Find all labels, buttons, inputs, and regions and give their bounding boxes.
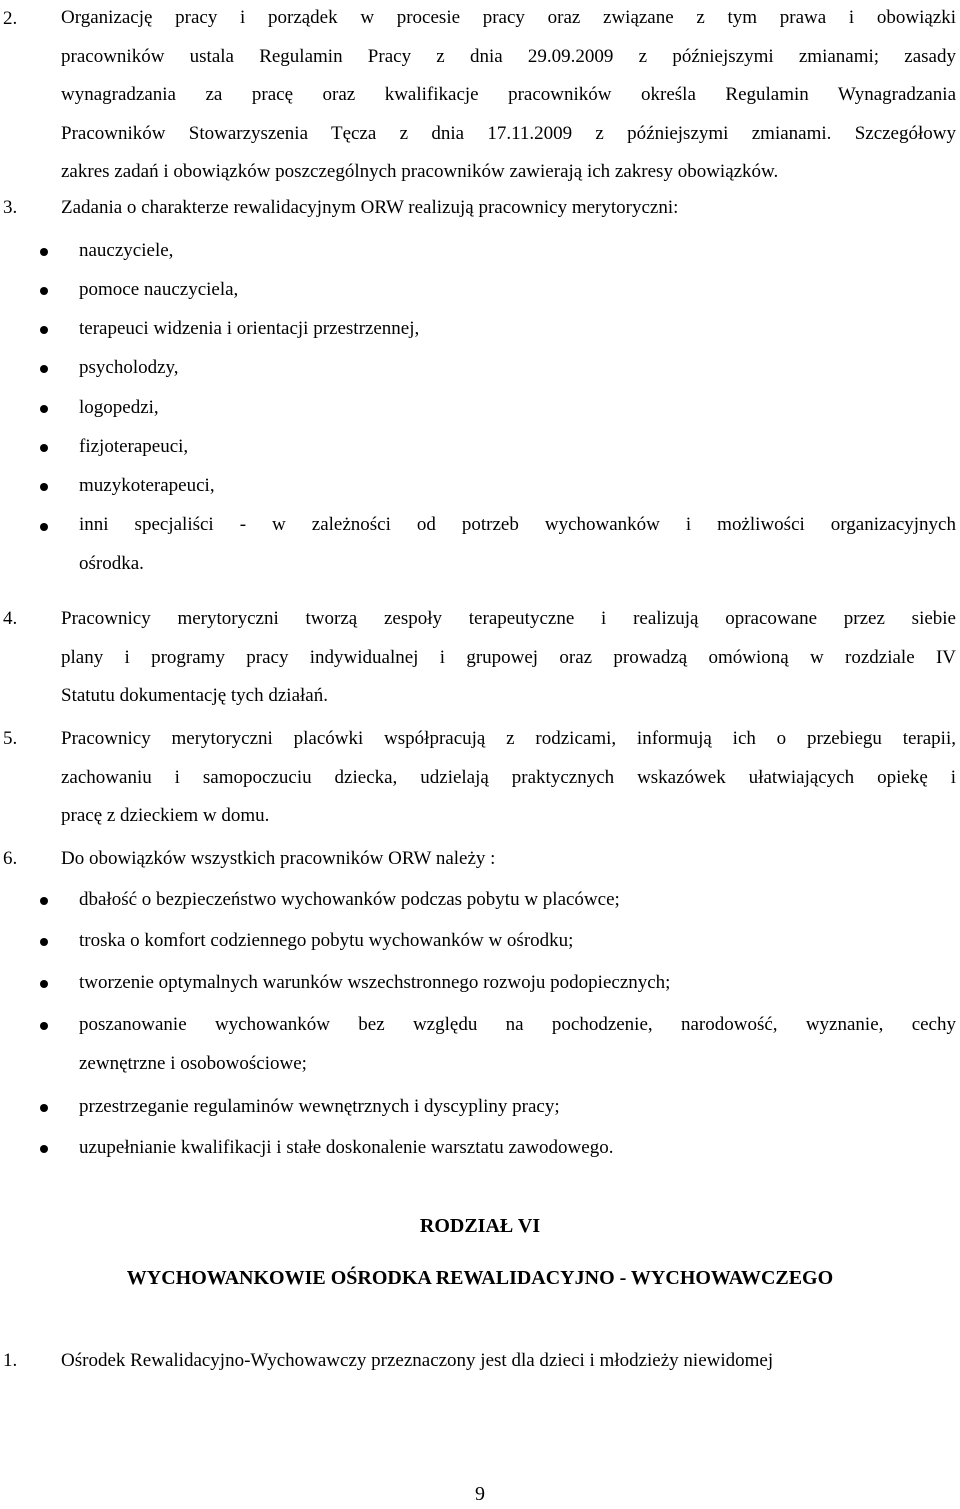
bullet-icon: [40, 897, 48, 905]
text-line: troska o komfort codziennego pobytu wychowanków w ośrodku;: [79, 930, 574, 951]
text-line: ośrodka.: [79, 552, 144, 574]
bullet-icon: [40, 523, 48, 531]
text-line: uzupełnianie kwalifikacji i stałe doskonalenie warsztatu zawodowego.: [79, 1137, 614, 1158]
bullet-item: [79, 1129, 956, 1168]
bullet-item: [79, 428, 956, 467]
page-number: 9: [475, 1483, 485, 1505]
bullet-item: [79, 506, 956, 583]
bullet-item: [79, 310, 956, 349]
text-line: muzykoterapeuci,: [79, 475, 215, 496]
text-line: nauczyciele,: [79, 240, 174, 261]
text-line: przestrzeganie regulaminów wewnętrznych i dyscypliny pracy;: [79, 1096, 560, 1117]
bullet-item: [79, 271, 956, 310]
text-line: Organizację pracy i porządek w procesie pracy oraz związane z tym prawa i obowiązki: [61, 7, 956, 28]
bullet-icon: [40, 444, 48, 452]
bullet-icon: [40, 1145, 48, 1153]
item-number: 3.: [3, 197, 18, 218]
chapter-title: RODZIAŁ VI: [419, 1215, 541, 1237]
text-line: psycholodzy,: [79, 357, 179, 378]
bullet-icon: [40, 365, 48, 373]
text-line: zachowaniu i samopoczuciu dziecka, udzielają praktycznych wskazówek ułatwiających opiekę i: [61, 766, 956, 788]
chapter-subtitle: WYCHOWANKOWIE OŚRODKA REWALIDACYJNO - WYCHOWAWCZEGO: [126, 1267, 834, 1289]
bullet-item: [79, 232, 956, 271]
text-line: plany i programy pracy indywidualnej i grupowej oraz prowadzą omówioną w rozdziale IV: [61, 646, 956, 668]
bullet-item: [79, 1006, 956, 1083]
paragraph: [61, 840, 956, 879]
bullet-item: [79, 881, 956, 920]
bullet-icon: [40, 483, 48, 491]
item-number: 2.: [3, 8, 18, 29]
paragraph: [61, 600, 956, 716]
bullet-icon: [40, 938, 48, 946]
bullet-item: [79, 467, 956, 506]
text-line: Pracownicy merytoryczni tworzą zespoły terapeutyczne i realizują opracowane przez siebie: [61, 608, 956, 629]
bullet-icon: [40, 1104, 48, 1112]
item-number: 5.: [3, 728, 18, 749]
paragraph: [61, 0, 956, 192]
text-line: zakres zadań i obowiązków poszczególnych pracowników zawierają ich zakresy obowiązków.: [61, 161, 779, 182]
text-line: Statutu dokumentację tych działań.: [61, 685, 328, 706]
bullet-icon: [40, 1022, 48, 1030]
paragraph: [61, 1342, 956, 1381]
bullet-item: [79, 1088, 956, 1127]
text-line: zewnętrzne i osobowościowe;: [79, 1052, 307, 1074]
text-line: terapeuci widzenia i orientacji przestrzennej,: [79, 318, 420, 339]
text-line: inni specjaliści - w zależności od potrzeb wychowanków i możliwości organizacyjnych: [79, 514, 956, 535]
text-line: Do obowiązków wszystkich pracowników ORW należy :: [61, 848, 496, 869]
text-line: logopedzi,: [79, 397, 159, 418]
bullet-item: [79, 389, 956, 428]
text-line: pomoce nauczyciela,: [79, 279, 239, 300]
bullet-icon: [40, 326, 48, 334]
item-number: 1.: [3, 1350, 18, 1371]
text-line: dbałość o bezpieczeństwo wychowanków podczas pobytu w placówce;: [79, 889, 620, 910]
text-line: Pracownicy merytoryczni placówki współpracują z rodzicami, informują ich o przebiegu terapii,: [61, 728, 956, 749]
bullet-item: [79, 349, 956, 388]
bullet-icon: [40, 287, 48, 295]
paragraph: [61, 720, 956, 836]
text-line: Pracowników Stowarzyszenia Tęcza z dnia 17.11.2009 z późniejszymi zmianami. Szczegółowy: [61, 122, 956, 144]
text-line: pracę z dzieckiem w domu.: [61, 805, 270, 826]
text-line: pracowników ustala Regulamin Pracy z dnia 29.09.2009 z późniejszymi zmianami; zasady: [61, 45, 956, 67]
text-line: poszanowanie wychowanków bez względu na pochodzenie, narodowość, wyznanie, cechy: [79, 1014, 956, 1035]
paragraph: [61, 189, 956, 228]
text-line: tworzenie optymalnych warunków wszechstronnego rozwoju podopiecznych;: [79, 972, 671, 993]
text-line: wynagradzania za pracę oraz kwalifikacje pracowników określa Regulamin Wynagradzania: [61, 84, 956, 105]
item-number: 6.: [3, 848, 18, 869]
bullet-icon: [40, 405, 48, 413]
bullet-item: [79, 964, 956, 1003]
bullet-icon: [40, 248, 48, 256]
item-number: 4.: [3, 608, 18, 629]
text-line: Zadania o charakterze rewalidacyjnym ORW realizują pracownicy merytoryczni:: [61, 197, 679, 218]
bullet-item: [79, 922, 956, 961]
text-line: fizjoterapeuci,: [79, 436, 189, 457]
bullet-icon: [40, 980, 48, 988]
text-line: Ośrodek Rewalidacyjno-Wychowawczy przeznaczony jest dla dzieci i młodzieży niewidomej: [61, 1350, 774, 1371]
